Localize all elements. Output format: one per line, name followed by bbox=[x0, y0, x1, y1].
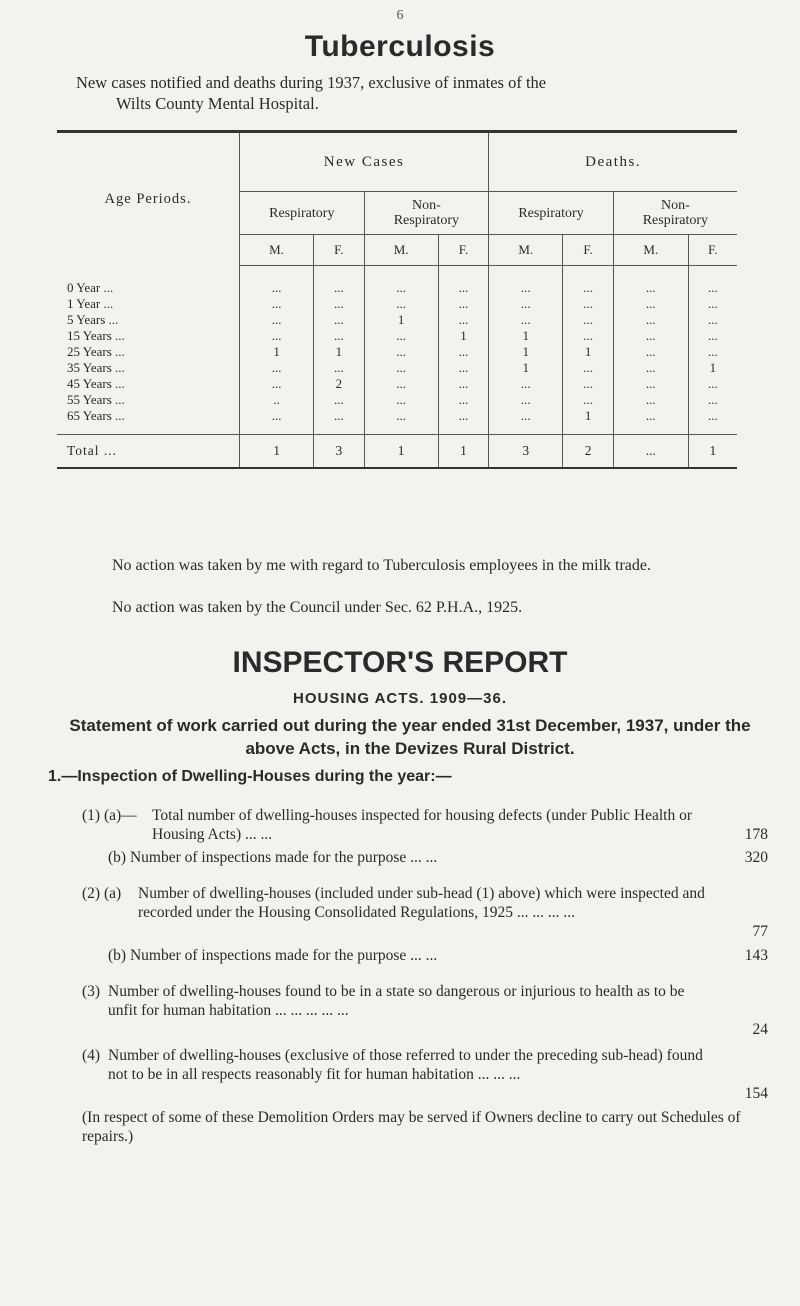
header-f: F. bbox=[688, 235, 737, 266]
table-row bbox=[57, 408, 737, 435]
item-label: (3) bbox=[82, 983, 101, 1000]
item-value: 154 bbox=[744, 1085, 768, 1102]
header-deaths-non-respiratory bbox=[613, 192, 737, 235]
age-period-label: 65 Years ... bbox=[57, 408, 240, 435]
table-cell: ... bbox=[314, 296, 364, 312]
table-cell: ... bbox=[314, 328, 364, 344]
item-label: (1) (a)— bbox=[82, 807, 137, 824]
table-cell: 1 bbox=[563, 408, 613, 435]
table-cell: ... bbox=[708, 376, 718, 391]
table-cell: ... bbox=[489, 392, 563, 408]
table-cell: ... bbox=[364, 360, 438, 376]
table-cell: 1 bbox=[438, 328, 488, 344]
table-cell: ... bbox=[240, 296, 314, 312]
non-resp-line-1: Non- bbox=[661, 198, 690, 213]
table-cell: ... bbox=[563, 296, 613, 312]
table-cell: ... bbox=[240, 376, 314, 392]
total-cell: 1 bbox=[240, 435, 314, 469]
table-cell: ... bbox=[438, 296, 488, 312]
table-cell: ... bbox=[364, 296, 438, 312]
statement-heading: Statement of work carried out during the year ended 31st December, 1937, under the above Acts, in the Devizes Rural District. bbox=[69, 716, 751, 758]
table-row bbox=[57, 296, 737, 312]
table-cell: ... bbox=[438, 312, 488, 328]
total-cell: 1 bbox=[438, 435, 488, 469]
total-cell: 1 bbox=[688, 435, 737, 469]
table-cell: 2 bbox=[314, 376, 364, 392]
table-cell: ... bbox=[364, 328, 438, 344]
age-period-label: 5 Years ... bbox=[57, 312, 240, 328]
table-cell: ... bbox=[708, 312, 718, 327]
header-m: M. bbox=[613, 235, 688, 266]
table-cell: ... bbox=[613, 296, 688, 312]
table-cell: ... bbox=[314, 360, 364, 376]
age-period-label: 1 Year ... bbox=[57, 296, 240, 312]
item-1a bbox=[82, 806, 768, 844]
age-period-label: 55 Years ... bbox=[57, 392, 240, 408]
header-m: M. bbox=[240, 235, 314, 266]
age-period-label: 15 Years ... bbox=[57, 328, 240, 344]
table-cell: ... bbox=[240, 312, 314, 328]
table-cell: ... bbox=[563, 312, 613, 328]
header-m: M. bbox=[489, 235, 563, 266]
table-cell: ... bbox=[489, 408, 563, 435]
table-cell: ... bbox=[489, 266, 563, 297]
table-row bbox=[57, 312, 737, 328]
item-value: 178 bbox=[744, 826, 768, 843]
table-cell: ... bbox=[563, 392, 613, 408]
item-value: 320 bbox=[744, 849, 768, 866]
item-1b bbox=[82, 848, 768, 867]
table-cell: ... bbox=[563, 360, 613, 376]
total-cell: 2 bbox=[563, 435, 613, 469]
table-cell: 1 bbox=[489, 328, 563, 344]
table-cell: ... bbox=[708, 296, 718, 311]
table-cell: ... bbox=[563, 376, 613, 392]
item-text: (b) Number of inspections made for the purpose ... ... bbox=[108, 947, 438, 964]
note-council-action: No action was taken by the Council under Sec. 62 P.H.A., 1925. bbox=[112, 599, 523, 616]
inspector-report-title: INSPECTOR'S REPORT bbox=[232, 646, 568, 679]
header-deaths: Deaths. bbox=[585, 153, 642, 170]
item-text: Total number of dwelling-houses inspected for housing defects (under Public Health or Housing Acts) ... ... bbox=[152, 807, 692, 843]
table-row bbox=[57, 344, 737, 360]
table-cell: ... bbox=[708, 408, 718, 423]
total-cell: ... bbox=[613, 435, 688, 469]
table-cell: ... bbox=[364, 266, 438, 297]
item-value: 24 bbox=[752, 1021, 768, 1038]
table-cell: ... bbox=[613, 376, 688, 392]
table-cell: ... bbox=[314, 312, 364, 328]
table-cell: ... bbox=[489, 376, 563, 392]
header-deaths-respiratory: Respiratory bbox=[489, 192, 614, 235]
table-cell: 1 bbox=[563, 344, 613, 360]
table-cell: ... bbox=[613, 312, 688, 328]
header-f: F. bbox=[314, 235, 364, 266]
table-row bbox=[57, 392, 737, 408]
table-cell: ... bbox=[438, 344, 488, 360]
header-new-respiratory: Respiratory bbox=[240, 192, 365, 235]
tuberculosis-table-wrap bbox=[57, 130, 737, 469]
table-cell: ... bbox=[708, 392, 718, 407]
table-cell: ... bbox=[613, 408, 688, 435]
item-value: 77 bbox=[752, 923, 768, 940]
header-f: F. bbox=[563, 235, 613, 266]
header-age-periods: Age Periods. bbox=[57, 132, 240, 266]
table-cell: ... bbox=[240, 328, 314, 344]
closing-note: (In respect of some of these Demolition Orders may be served if Owners decline to carry out Schedules of repairs.) bbox=[82, 1109, 741, 1145]
table-cell: ... bbox=[708, 328, 718, 343]
table-cell: ... bbox=[613, 344, 688, 360]
tuberculosis-intro bbox=[76, 72, 736, 114]
table-cell: ... bbox=[708, 344, 718, 359]
table-cell: ... bbox=[438, 392, 488, 408]
item-2b bbox=[82, 946, 768, 965]
item-label: (4) bbox=[82, 1047, 101, 1064]
table-cell: ... bbox=[314, 408, 364, 435]
table-cell: ... bbox=[563, 266, 613, 297]
page-number: 6 bbox=[396, 8, 404, 23]
non-resp-line-2: Respiratory bbox=[642, 213, 709, 228]
header-f: F. bbox=[438, 235, 488, 266]
intro-line-1: New cases notified and deaths during 1937, exclusive of inmates of the bbox=[76, 73, 547, 92]
total-label: Total ... bbox=[57, 435, 240, 469]
table-cell: ... bbox=[613, 266, 688, 297]
total-cell: 1 bbox=[364, 435, 438, 469]
age-period-label: 0 Year ... bbox=[57, 266, 240, 297]
table-cell: ... bbox=[240, 408, 314, 435]
table-cell: ... bbox=[489, 296, 563, 312]
table-cell: ... bbox=[364, 344, 438, 360]
table-cell: ... bbox=[489, 312, 563, 328]
table-cell: ... bbox=[613, 328, 688, 344]
age-period-label: 35 Years ... bbox=[57, 360, 240, 376]
table-cell: 1 bbox=[709, 360, 717, 375]
item-text: Number of dwelling-houses found to be in a state so dangerous or injurious to health as to be unfit for human habitation ... ... ... ... ... bbox=[108, 983, 685, 1019]
age-period-label: 45 Years ... bbox=[57, 376, 240, 392]
table-cell: 1 bbox=[489, 360, 563, 376]
table-cell: ... bbox=[563, 328, 613, 344]
table-cell: 1 bbox=[314, 344, 364, 360]
table-cell: ... bbox=[364, 408, 438, 435]
intro-line-2: Wilts County Mental Hospital. bbox=[116, 94, 319, 113]
table-cell: ... bbox=[314, 392, 364, 408]
item-label: (2) (a) bbox=[82, 885, 122, 902]
item-text: Number of dwelling-houses (exclusive of those referred to under the preceding sub-head) found not to be in all respects reasonably fit for human habitation ... ... ... bbox=[108, 1047, 703, 1083]
table-cell: ... bbox=[613, 360, 688, 376]
table-cell: 1 bbox=[240, 344, 314, 360]
note-milk-trade: No action was taken by me with regard to Tuberculosis employees in the milk trade. bbox=[112, 557, 651, 574]
table-cell: ... bbox=[364, 376, 438, 392]
non-resp-line-2: Respiratory bbox=[393, 213, 460, 228]
table-cell: 1 bbox=[364, 312, 438, 328]
table-cell: ... bbox=[438, 266, 488, 297]
table-cell: ... bbox=[314, 266, 364, 297]
table-cell: 1 bbox=[489, 344, 563, 360]
item-text: (b) Number of inspections made for the purpose ... ... bbox=[108, 849, 438, 866]
table-row bbox=[57, 328, 737, 344]
table-cell: ... bbox=[240, 360, 314, 376]
housing-acts-subtitle: HOUSING ACTS. 1909—36. bbox=[292, 690, 507, 707]
item-text: Number of dwelling-houses (included under sub-head (1) above) which were inspected and recorded under the Housing Consolidated Regulations, 1925 ... ... ... ... bbox=[138, 885, 705, 921]
table-cell: ... bbox=[438, 376, 488, 392]
header-new-non-respiratory bbox=[364, 192, 489, 235]
table-cell: ... bbox=[708, 280, 718, 295]
table-cell: ... bbox=[613, 392, 688, 408]
header-m: M. bbox=[364, 235, 438, 266]
tuberculosis-title: Tuberculosis bbox=[304, 30, 496, 63]
table-cell: ... bbox=[364, 392, 438, 408]
table-cell: ... bbox=[438, 360, 488, 376]
item-value: 143 bbox=[744, 947, 768, 964]
table-row bbox=[57, 376, 737, 392]
tuberculosis-table bbox=[57, 130, 737, 469]
total-cell: 3 bbox=[489, 435, 563, 469]
total-row bbox=[57, 435, 737, 469]
item-3 bbox=[82, 982, 768, 1038]
non-resp-line-1: Non- bbox=[412, 198, 441, 213]
table-cell: ... bbox=[438, 408, 488, 435]
table-row bbox=[57, 360, 737, 376]
table-row bbox=[57, 266, 737, 297]
table-cell: .. bbox=[240, 392, 314, 408]
section-1-heading: 1.—Inspection of Dwelling-Houses during the year:— bbox=[48, 768, 452, 785]
table-cell: ... bbox=[240, 266, 314, 297]
header-new-cases: New Cases bbox=[240, 132, 489, 192]
total-cell: 3 bbox=[314, 435, 364, 469]
item-4 bbox=[82, 1046, 768, 1102]
age-period-label: 25 Years ... bbox=[57, 344, 240, 360]
item-2a bbox=[82, 884, 768, 940]
